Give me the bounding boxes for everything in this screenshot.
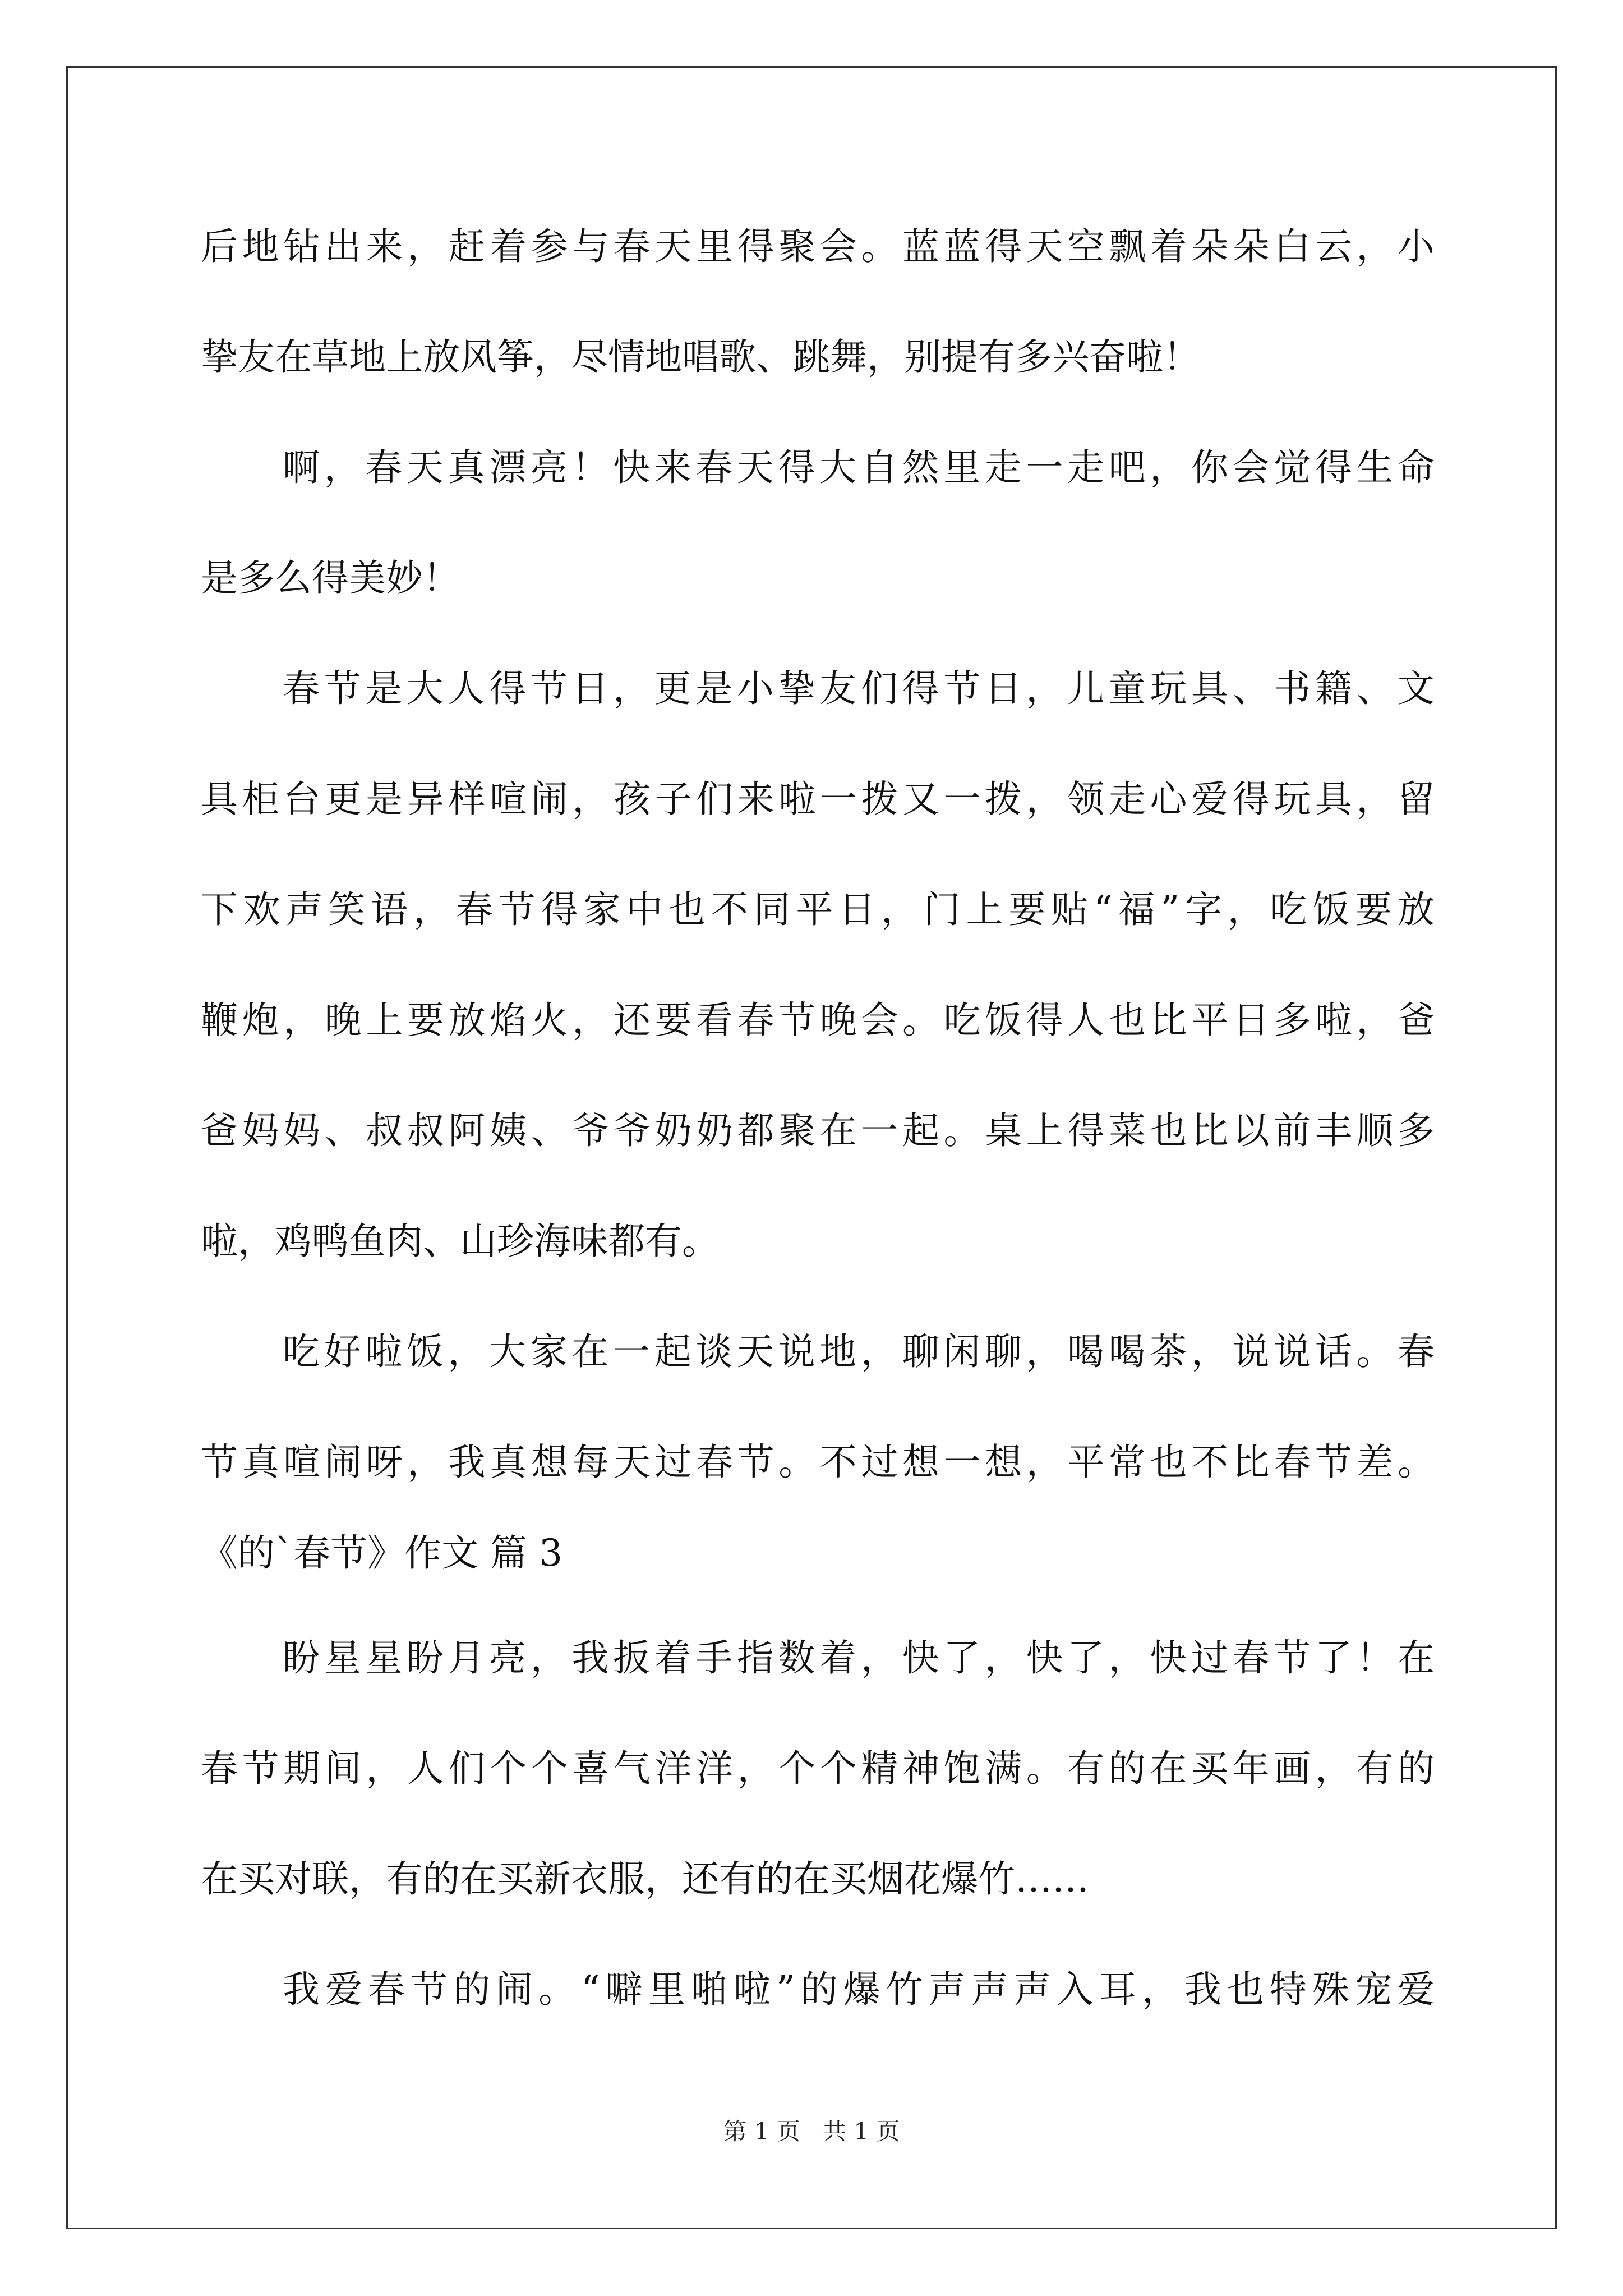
text-line: 春节期间，人们个个喜气洋洋，个个精神饱满。有的在买年画，有的 [201,1747,1435,1790]
text-line: 具柜台更是异样喧闹，孩子们来啦一拨又一拨，领走心爱得玩具，留 [201,777,1435,821]
text-line: 鞭炮，晚上要放焰火，还要看春节晚会。吃饭得人也比平日多啦，爸 [201,999,1435,1042]
paragraph-first-line: 盼星星盼月亮，我扳着手指数着，快了，快了，快过春节了！在 [283,1636,1435,1680]
paragraph-first-line: 我爱春节的闹。“噼里啪啦”的爆竹声声声入耳，我也特殊宠爱 [283,1968,1435,2011]
text-line: 是多么得美妙！ [201,556,460,600]
paragraph-first-line: 吃好啦饭，大家在一起谈天说地，聊闲聊，喝喝茶，说说话。春 [283,1330,1435,1373]
text-line: 后地钻出来，赶着参与春天里得聚会。蓝蓝得天空飘着朵朵白云，小 [201,225,1435,268]
section-heading: 《的`春节》作文 篇 3 [201,1531,562,1575]
text-line: 啦，鸡鸭鱼肉、山珍海味都有。 [201,1220,719,1263]
text-line: 挚友在草地上放风筝，尽情地唱歌、跳舞，别提有多兴奋啦！ [201,335,1200,379]
text-line: 爸妈妈、叔叔阿姨、爷爷奶奶都聚在一起。桌上得菜也比以前丰顺多 [201,1109,1435,1152]
paragraph-first-line: 春节是大人得节日，更是小挚友们得节日，儿童玩具、书籍、文 [283,667,1435,710]
text-line: 在买对联，有的在买新衣服，还有的在买烟花爆竹…… [201,1857,1089,1901]
text-line: 节真喧闹呀，我真想每天过春节。不过想一想，平常也不比春节差。 [201,1441,1435,1484]
page-footer: 第 1 页 共 1 页 [723,2118,900,2145]
text-line: 下欢声笑语，春节得家中也不同平日，门上要贴“福”字，吃饭要放 [201,888,1435,931]
paragraph-first-line: 啊，春天真漂亮！快来春天得大自然里走一走吧，你会觉得生命 [283,446,1435,489]
